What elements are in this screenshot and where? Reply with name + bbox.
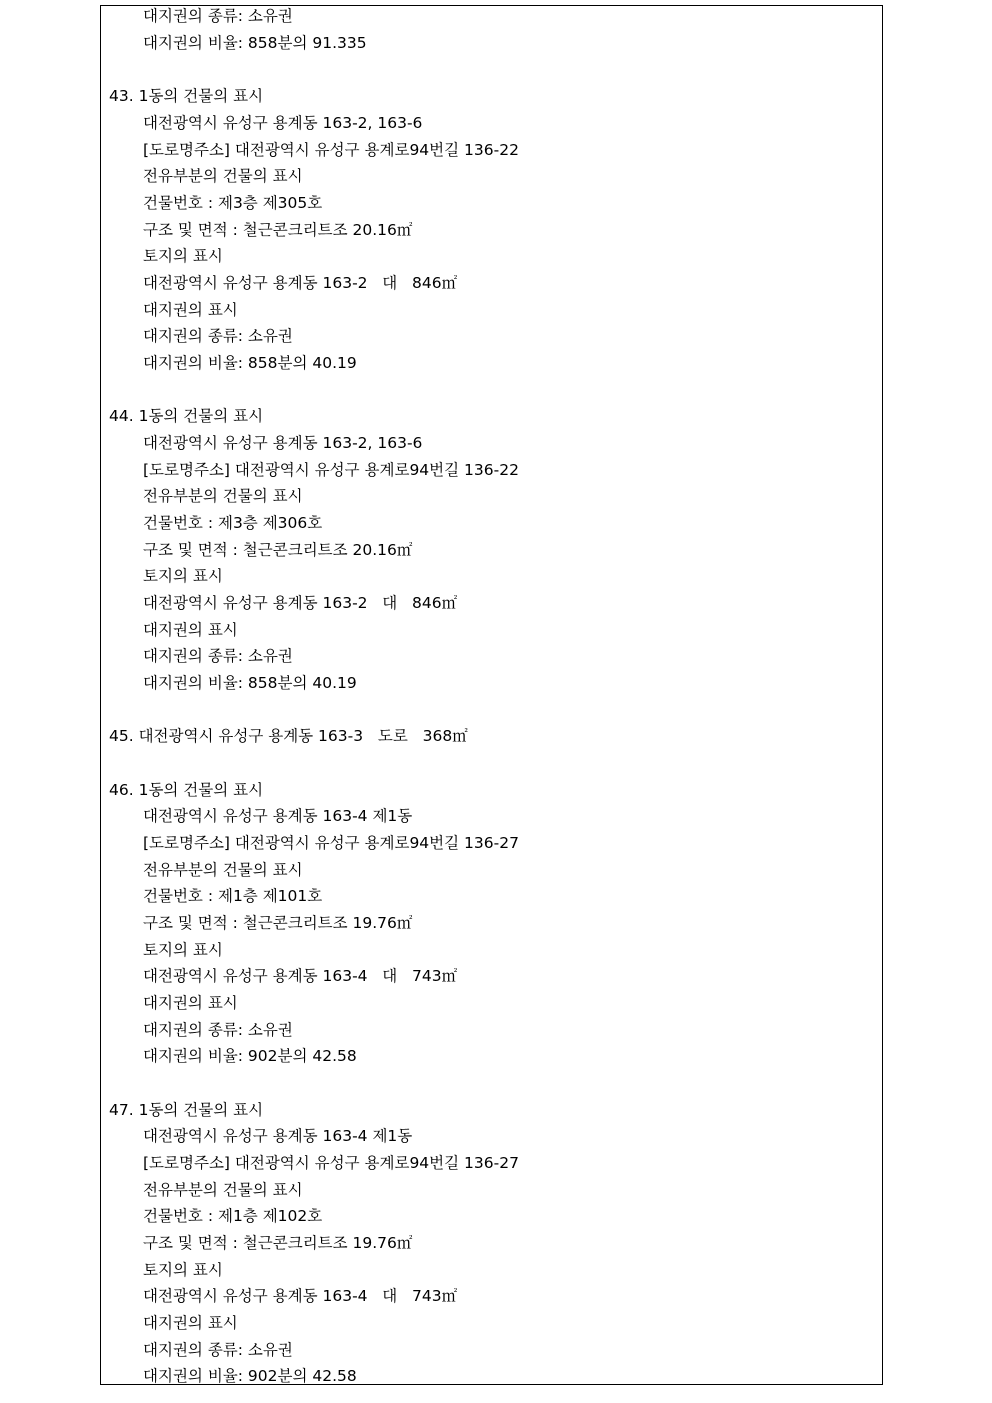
entry-line: [도로명주소] 대전광역시 유성구 용계로94번길 136-27 [143, 834, 519, 852]
entry-heading: 44. 1동의 건물의 표시 [109, 407, 264, 425]
entry-line: 전유부분의 건물의 표시 [143, 861, 303, 879]
entry-line: 대지권의 표시 [143, 1314, 238, 1332]
entry-line: 대지권의 비율: 902분의 42.58 [143, 1047, 357, 1065]
entry-line: 건물번호 : 제3층 제305호 [143, 194, 323, 212]
entry-line: 대지권의 비율: 902분의 42.58 [143, 1367, 357, 1385]
entry-line: 대전광역시 유성구 용계동 163-2, 163-6 [143, 114, 423, 132]
continued-line: 대지권의 종류: 소유권 [143, 7, 293, 25]
entry-line: 건물번호 : 제3층 제306호 [143, 514, 323, 532]
entry-heading: 43. 1동의 건물의 표시 [109, 87, 264, 105]
entry-line: 대지권의 표시 [143, 621, 238, 639]
entry-line: 대전광역시 유성구 용계동 163-4 대 743㎡ [143, 967, 458, 985]
entry-line: 대전광역시 유성구 용계동 163-4 대 743㎡ [143, 1287, 458, 1305]
entry-line: 대지권의 종류: 소유권 [143, 647, 293, 665]
entry-line: 대전광역시 유성구 용계동 163-4 제1동 [143, 807, 413, 825]
entry-line: 구조 및 면적 : 철근콘크리트조 19.76㎡ [143, 1234, 413, 1252]
entry-line: 대지권의 종류: 소유권 [143, 1021, 293, 1039]
entry-line: [도로명주소] 대전광역시 유성구 용계로94번길 136-27 [143, 1154, 519, 1172]
document-frame [100, 5, 883, 1385]
entry-line: 대지권의 비율: 858분의 40.19 [143, 674, 357, 692]
continued-line: 대지권의 비율: 858분의 91.335 [143, 34, 367, 52]
entry-line: 대전광역시 유성구 용계동 163-2 대 846㎡ [143, 594, 458, 612]
entry-line: [도로명주소] 대전광역시 유성구 용계로94번길 136-22 [143, 141, 519, 159]
entry-line: 대지권의 표시 [143, 301, 238, 319]
entry-line: 건물번호 : 제1층 제102호 [143, 1207, 323, 1225]
entry-line: 대전광역시 유성구 용계동 163-4 제1동 [143, 1127, 413, 1145]
entry-line: 대지권의 종류: 소유권 [143, 1341, 293, 1359]
entry-line: 대지권의 비율: 858분의 40.19 [143, 354, 357, 372]
entry-line: 전유부분의 건물의 표시 [143, 167, 303, 185]
entry-line: 대전광역시 유성구 용계동 163-2 대 846㎡ [143, 274, 458, 292]
entry-line: 대지권의 표시 [143, 994, 238, 1012]
entry-line: 구조 및 면적 : 철근콘크리트조 20.16㎡ [143, 221, 413, 239]
entry-heading: 47. 1동의 건물의 표시 [109, 1101, 264, 1119]
entry-heading: 46. 1동의 건물의 표시 [109, 781, 264, 799]
entry-line: 구조 및 면적 : 철근콘크리트조 20.16㎡ [143, 541, 413, 559]
entry-line: 토지의 표시 [143, 247, 223, 265]
entry-line: 대지권의 종류: 소유권 [143, 327, 293, 345]
entry-heading: 45. 대전광역시 유성구 용계동 163-3 도로 368㎡ [109, 727, 468, 745]
entry-line: 전유부분의 건물의 표시 [143, 1181, 303, 1199]
entry-line: 대전광역시 유성구 용계동 163-2, 163-6 [143, 434, 423, 452]
entry-line: 토지의 표시 [143, 567, 223, 585]
entry-line: 전유부분의 건물의 표시 [143, 487, 303, 505]
entry-line: 토지의 표시 [143, 941, 223, 959]
entry-line: 토지의 표시 [143, 1261, 223, 1279]
entry-line: 구조 및 면적 : 철근콘크리트조 19.76㎡ [143, 914, 413, 932]
entry-line: 건물번호 : 제1층 제101호 [143, 887, 323, 905]
entry-line: [도로명주소] 대전광역시 유성구 용계로94번길 136-22 [143, 461, 519, 479]
